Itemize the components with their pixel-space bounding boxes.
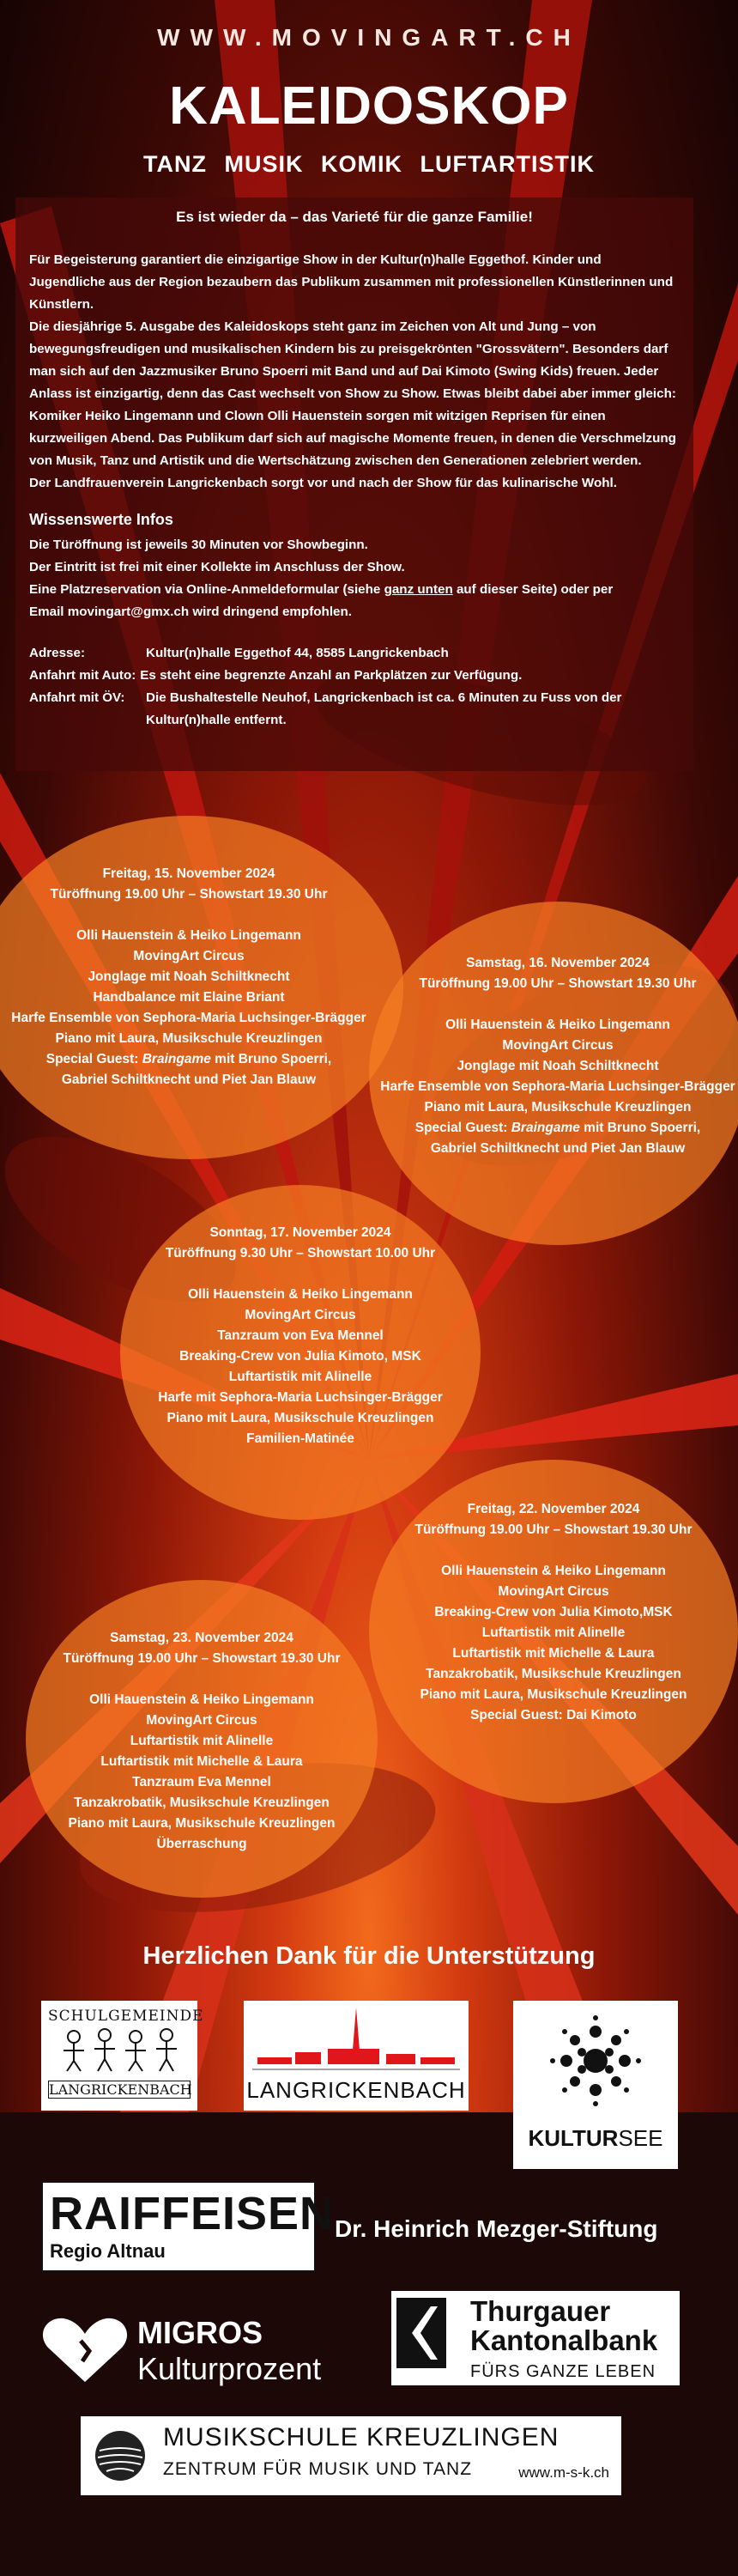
transit-row [29, 687, 680, 709]
info-line [29, 579, 680, 601]
musikschule-tagline: ZENTRUM FÜR MUSIK UND TANZ [163, 2459, 473, 2479]
tkb-slogan: FÜRS GANZE LEBEN [470, 2362, 656, 2381]
special-guest: Special Guest: Braingame mit Bruno Spoerri, [414, 1121, 701, 1135]
show-lineup: Olli Hauenstein & Heiko Lingemann MovingArt Circus Tanzraum von Eva Mennel Breaking-Crew von Julia Kimoto, MSK Luftartistik mit Alinelle Harfe mit Sephora-Maria Luchsinger-Brägger Piano mit Laura, Musikschule Kreuzlingen Familien-Matinée [158, 1287, 443, 1446]
car-label: Anfahrt mit Auto: [29, 668, 136, 683]
tkb-name-1: Thurgauer [470, 2295, 611, 2327]
show-circle [369, 902, 738, 1245]
show-circle [120, 1185, 481, 1520]
car-row [29, 665, 680, 687]
show-date: Sonntag, 17. November 2024 [209, 1225, 391, 1240]
church-skyline-icon [244, 2001, 469, 2078]
music-sphere-icon [93, 2428, 148, 2483]
mezger-foundation[interactable]: Dr. Heinrich Mezger-Stiftung [335, 2215, 658, 2242]
info-heading: Wissenswerte Infos [29, 511, 173, 528]
car-value: Es steht eine begrenzte Anzahl an Parkplätzen zur Verfügung. [140, 668, 523, 683]
info-text: auf dieser Seite) oder per [452, 582, 614, 597]
show-times: Türöffnung 19.00 Uhr – Showstart 19.30 Uhr [419, 976, 697, 991]
heart-icon [41, 2315, 129, 2385]
page-title: KALEIDOSKOP [169, 76, 569, 136]
raiffeisen-logo[interactable] [41, 2181, 335, 2272]
show-times: Türöffnung 19.00 Uhr – Showstart 19.30 Uhr [50, 887, 328, 902]
transit-value: Kultur(n)halle entfernt. [146, 713, 287, 727]
info-line: Email movingart@gmx.ch wird dringend empfohlen. [29, 605, 352, 619]
langrickenbach-logo[interactable] [244, 2001, 469, 2111]
show-lineup: Olli Hauenstein & Heiko Lingemann MovingArt Circus Jonglage mit Noah Schiltknecht Harfe Ensemble von Sephora-Maria Luchsinger-Brägger Piano mit Laura, Musikschule Kreuzlingen [380, 1018, 735, 1115]
migros-sub: Kulturprozent [137, 2351, 322, 2386]
tkb-name-2: Kantonalbank [470, 2324, 658, 2356]
transit-row-2 [29, 709, 680, 732]
tkb-logo[interactable] [391, 2291, 680, 2385]
migros-logo[interactable] [41, 2310, 367, 2392]
website-url: WWW.MOVINGART.CH [157, 24, 581, 51]
directions [29, 642, 680, 732]
langrickenbach-name: LANGRICKENBACH [246, 2077, 466, 2103]
schulgemeinde-place: LANGRICKENBACH [49, 2081, 192, 2098]
musikschule-name: MUSIKSCHULE KREUZLINGEN [163, 2423, 560, 2451]
show-lineup: Olli Hauenstein & Heiko Lingemann MovingArt Circus Jonglage mit Noah Schiltknecht Handbalance mit Elaine Briant Harfe Ensemble von Sephora-Maria Luchsinger-Brägger Piano mit Laura, Musikschule Kreuzlingen [11, 928, 366, 1046]
address-label: Adresse: [29, 646, 85, 660]
show-times: Türöffnung 19.00 Uhr – Showstart 19.30 Uhr [414, 1522, 693, 1537]
show-circle [26, 1580, 378, 1898]
info-text: Eine Platzreservation via Online-Anmeldeformular (siehe [29, 582, 384, 597]
migros-name: MIGROS [137, 2315, 263, 2350]
info-panel [15, 197, 693, 771]
address-value: Kultur(n)halle Eggethof 44, 8585 Langrickenbach [146, 646, 449, 660]
show-times: Türöffnung 19.00 Uhr – Showstart 19.30 Uhr [63, 1651, 341, 1666]
raiffeisen-region: Regio Altnau [50, 2240, 166, 2262]
transit-value: Die Bushaltestelle Neuhof, Langrickenbach ist ca. 6 Minuten zu Fuss von der [146, 690, 622, 705]
sponsors-heading: Herzlichen Dank für die Unterstützung [142, 1942, 596, 1970]
show-date: Samstag, 23. November 2024 [110, 1631, 293, 1645]
musikschule-url: www.m-s-k.ch [518, 2464, 609, 2481]
raiffeisen-name: RAIFFEISEN [50, 2188, 335, 2239]
form-anchor-link[interactable]: ganz unten [384, 582, 453, 597]
kultursee-logo[interactable] [513, 2001, 678, 2169]
show-lineup: Olli Hauenstein & Heiko Lingemann MovingArt Circus Breaking-Crew von Julia Kimoto,MSK Luftartistik mit Alinelle Luftartistik mit Michelle & Laura Tanzakrobatik, Musikschule Kreuzlingen Piano mit Laura, Musikschule Kreuzlingen Special Guest: Dai Kimoto [420, 1564, 687, 1722]
info-line: Der Eintritt ist frei mit einer Kollekte im Anschluss der Show. [29, 560, 405, 574]
address-row [29, 642, 680, 665]
special-guest: Special Guest: Braingame mit Bruno Spoerri, [45, 1052, 332, 1066]
schulgemeinde-title: SCHULGEMEINDE [48, 2008, 204, 2025]
show-date: Freitag, 22. November 2024 [467, 1502, 640, 1516]
show-lineup-end: Gabriel Schiltknecht und Piet Jan Blauw [61, 1072, 317, 1087]
show-lineup: Olli Hauenstein & Heiko Lingemann MovingArt Circus Luftartistik mit Alinelle Luftartistik mit Michelle & Laura Tanzraum Eva Mennel Tanzakrobatik, Musikschule Kreuzlingen Piano mit Laura, Musikschule Kreuzlingen Überraschung [68, 1692, 336, 1851]
schulgemeinde-logo[interactable] [41, 2001, 204, 2111]
transit-label: Anfahrt mit ÖV: [29, 690, 125, 705]
children-drawing-icon [48, 2025, 191, 2075]
intro-heading: Es ist wieder da – das Varieté für die ganze Familie! [176, 209, 533, 225]
show-date: Freitag, 15. November 2024 [102, 866, 275, 881]
show-lineup-end: Gabriel Schiltknecht und Piet Jan Blauw [430, 1141, 686, 1156]
kultursee-wordmark: KULTURSEE [528, 2125, 663, 2151]
page-subtitle: TANZ MUSIK KOMIK LUFTARTISTIK [143, 151, 595, 177]
spacer [29, 709, 146, 732]
show-circle [369, 1460, 738, 1803]
show-times: Türöffnung 9.30 Uhr – Showstart 10.00 Uhr [165, 1246, 436, 1261]
intro-text: Für Begeisterung garantiert die einzigartige Show in der Kultur(n)halle Eggethof. Kinder und Jugendliche aus der Region bezaubern das Publikum zusammen mit professionellen Künstlerinnen und Künstlern. Die diesjährige 5. Ausgabe des Kaleidoskops steht ganz im Zeichen von Alt und Jung – von bewegungsfreudigen und musikalischen Kindern bis zu preisgekrönten "Grossvätern". Besonders darf man sich auf den Jazzmusiker Bruno Spoerri mit Band und auf Dai Kimoto (Swing Kids) freuen. Jeder Anlass ist einzigartig, denn das Cast wechselt von Show zu Show. Etwas bleibt dabei aber immer gleich: Komiker Heiko Lingemann und Clown Olli Hauenstein sorgen mit witzigen Reprisen für einen kurzweiligen Abend. Das Publikum darf sich auf magische Momente freuen, in denen die Verschmelzung von Musik, Tanz und Artistik und die Wertschätzung zwischen den Generationen zelebriert werden. Der Landfrauenverein Langrickenbach sorgt vor und nach der Show für das kulinarische Wohl. [29, 252, 676, 490]
tkb-chevron-icon [396, 2298, 451, 2370]
info-facts [29, 534, 680, 623]
dot-pattern-icon [513, 2001, 678, 2121]
musikschule-logo[interactable] [81, 2416, 621, 2495]
show-date: Samstag, 16. November 2024 [466, 956, 650, 970]
info-line: Die Türöffnung ist jeweils 30 Minuten vor Showbeginn. [29, 538, 368, 552]
